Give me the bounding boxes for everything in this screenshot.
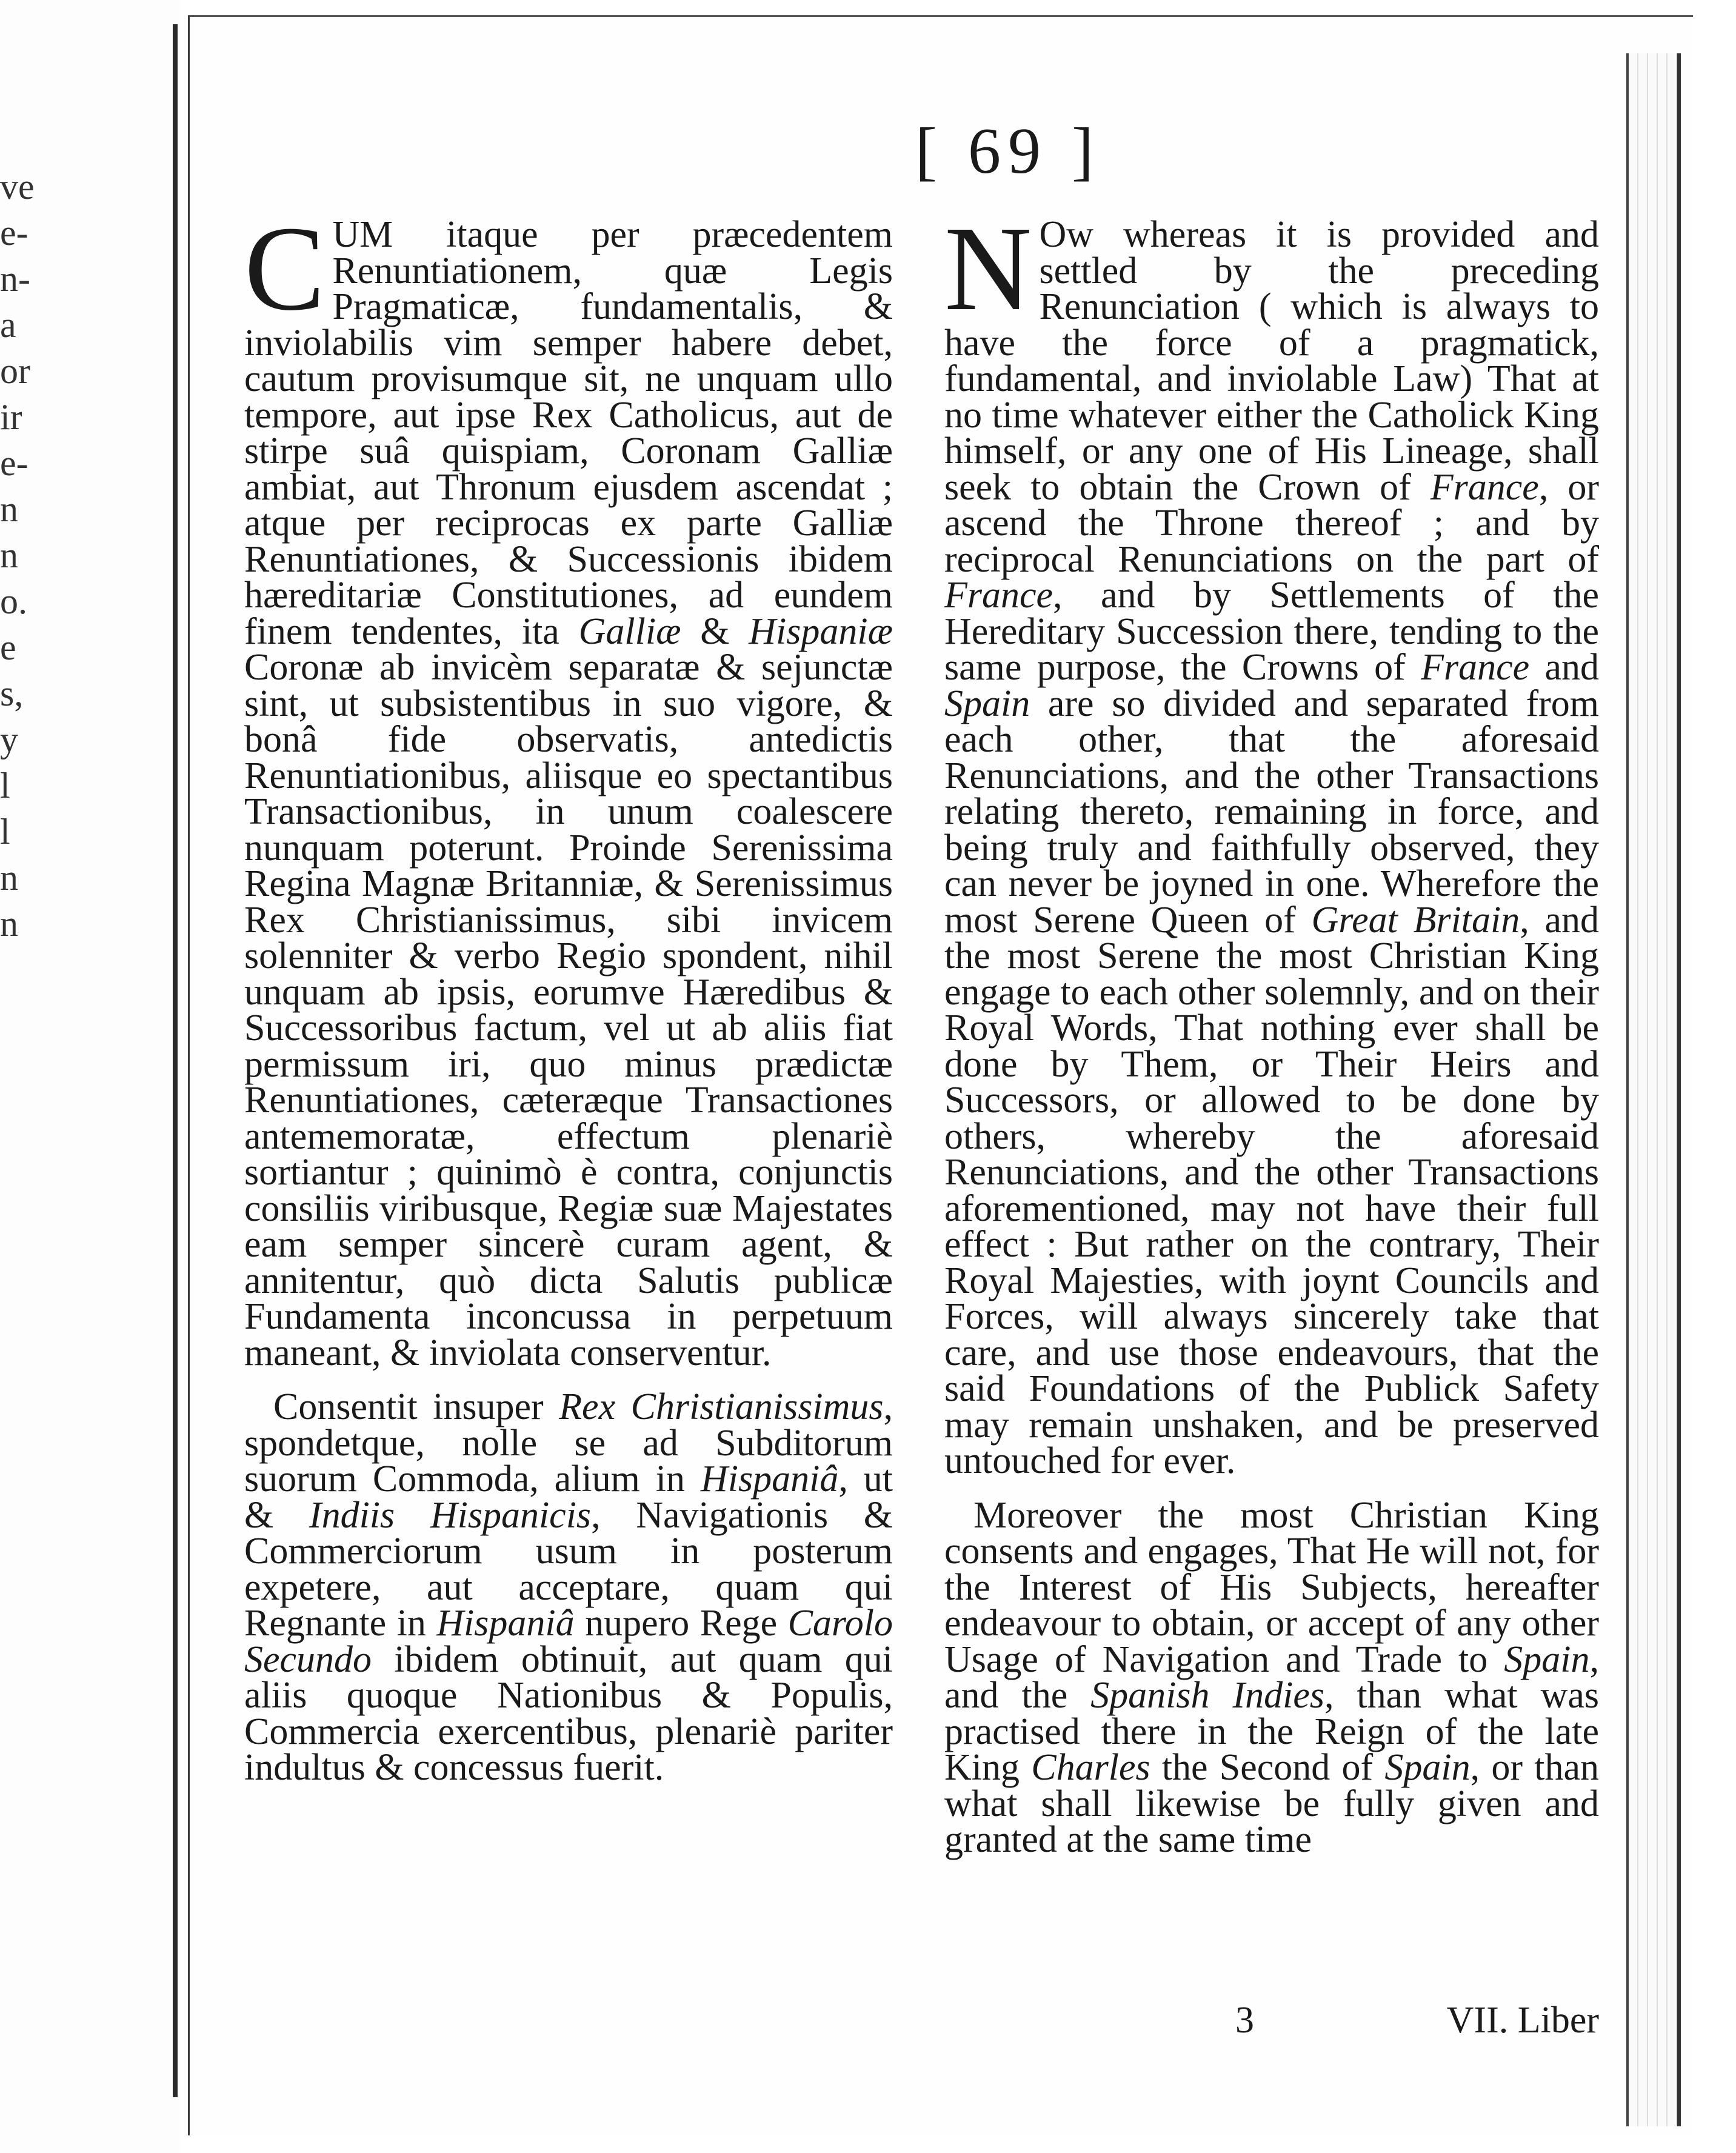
previous-page-edge	[173, 24, 178, 2097]
english-text: the Second of	[1150, 1747, 1385, 1788]
previous-page-text-fragment: ve e- n- a or ir e- n n o. e s, y l l n n	[0, 167, 35, 944]
latin-italic-text: Carolo Secundo	[244, 1603, 893, 1680]
signature-mark: 3	[1235, 2000, 1254, 2041]
english-text: , and the	[944, 1638, 1599, 1716]
english-text: Moreover the most Christian King consents and engages, That He will not, for the Interest of His Subjects, hereafter endeavour to obtain, or accept of any other Usage of Navigation and Trade to	[944, 1494, 1599, 1680]
latin-text: , spondetque, nolle se ad Subditorum suorum Commoda, alium in	[244, 1386, 893, 1500]
latin-text: UM itaque per præcedentem Renuntiationem, quæ Legis Pragmaticæ, fundamentalis, & inviolabilis vim semper habere debet, cautum provisumque sit, ne unquam ullo tempore, aut ipse Rex Catholicus, aut de stirpe suâ quispiam, Coronam Galliæ ambiat, aut Thronum ejusdem ascendat ; atque per reciprocas ex parte Galliæ Renuntiationes, & Successionis ibidem hæreditariæ Constitutiones, ad eundem finem tendentes, ita	[244, 214, 893, 652]
latin-column	[244, 202, 893, 1804]
latin-text: , ut &	[244, 1458, 893, 1536]
english-italic-text: Charles	[1031, 1747, 1150, 1788]
latin-drop-cap: C	[244, 202, 326, 336]
english-drop-cap: N	[944, 202, 1032, 336]
english-italic-text: Spain	[1384, 1747, 1471, 1788]
english-text: Ow whereas it is provided and settled by the preceding Renunciation ( which is always to have the force of a pragmatick, fundamental, and inviolable Law) That at no time whatever either the Catholick King himself, or any one of His Lineage, shall seek to obtain the Crown of	[944, 214, 1599, 508]
latin-text: , Navigationis & Commerciorum usum in posterum expetere, aut acceptare, quam qui Regnante in	[244, 1494, 893, 1644]
latin-italic-text: Hispaniæ	[749, 610, 893, 652]
english-column	[944, 202, 1600, 1877]
english-paragraph-2	[944, 1494, 1600, 1860]
catchword: VII. Liber	[1446, 2000, 1599, 2041]
latin-italic-text: Galliæ	[578, 610, 681, 652]
english-italic-text: France	[944, 575, 1053, 616]
english-italic-text: Great Britain	[1311, 899, 1520, 941]
latin-italic-text: Rex Christianissimus	[559, 1386, 884, 1427]
latin-text: ibidem obtinuit, aut quam qui aliis quoque Nationibus & Populis, Commercia exercentibus, plenariè pariter indultus & concessus fuerit.	[244, 1638, 893, 1788]
page-footer	[944, 1999, 1599, 2048]
latin-italic-text: Hispaniâ	[700, 1458, 839, 1500]
english-text: , or ascend the Throne thereof ; and by reciprocal Renunciations on the part of	[944, 466, 1599, 580]
english-paragraph-1	[944, 202, 1599, 1481]
latin-text: Coronæ ab invicèm separatæ & sejunctæ sint, ut subsistentibus in suo vigore, & bonâ fide observatis, antedictis Renuntiationibus, aliisque eo spectantibus Transactionibus, in unum coalescere nunquam poterunt. Proinde Serenissima Regina Magnæ Britanniæ, & Serenissimus Rex Christianissimus, sibi invicem solenniter & verbo Regio spondent, nihil unquam ab ipsis, eorumve Hæredibus & Successoribus factum, vel ut ab aliis fiat permissum iri, quo minus prædictæ Renuntiationes, cæteræque Transactiones antememoratæ, effectum plenariè sortiantur ; quinimò è contra, conjunctis consiliis viribusque, Regiæ suæ Majestates eam semper sincerè curam agent, & annitentur, quò dicta Salutis publicæ Fundamenta inconcussa in perpetuum maneant, & inviolata conserventur.	[244, 647, 893, 1374]
latin-paragraph-1	[244, 202, 893, 1374]
latin-italic-text: Indiis Hispanicis	[309, 1494, 592, 1536]
english-text: are so divided and separated from each other, that the aforesaid Renunciations, and the other Transactions relating thereto, remaining in force, and being truly and faithfully observed, they can never be joyned in one. Wherefore the most Serene Queen of	[944, 683, 1599, 941]
latin-text: &	[681, 610, 749, 652]
english-text: , and the most Serene the most Christian King engage to each other solemnly, and on their Royal Words, That nothing ever shall be done by Them, or Their Heirs and Successors, or allowed to be done by others, whereby the aforesaid Renunciations, and the other Transactions aforementioned, may not have their full effect : But rather on the contrary, Their Royal Majesties, with joynt Councils and Forces, will always sincerely take that care, and use those endeavours, that the said Foundations of the Publick Safety may remain unshaken, and be preserved untouched for ever.	[944, 899, 1599, 1481]
page-number: [ 69 ]	[915, 115, 1101, 187]
english-text: and	[1529, 647, 1599, 688]
english-italic-text: France	[1421, 647, 1530, 688]
english-italic-text: France	[1430, 466, 1539, 508]
latin-paragraph-2	[244, 1386, 893, 1788]
english-italic-text: Spanish Indies	[1090, 1675, 1324, 1716]
english-text: , or than what shall likewise be fully given and granted at the same time	[944, 1747, 1600, 1860]
book-page	[188, 15, 1693, 2135]
latin-text: nupero Rege	[574, 1603, 788, 1644]
english-italic-text: Spain	[1504, 1638, 1590, 1680]
previous-page-sliver	[0, 0, 182, 2153]
english-text: , and by Settlements of the Hereditary Succession there, tending to the same purpose, the Crowns of	[944, 575, 1599, 688]
latin-text: Consentit insuper	[273, 1386, 559, 1427]
latin-italic-text: Hispaniâ	[436, 1603, 575, 1644]
english-italic-text: Spain	[944, 683, 1030, 724]
english-text: , than what was practised there in the Reign of the late King	[944, 1675, 1600, 1788]
page-stack-edges	[1626, 53, 1681, 2126]
